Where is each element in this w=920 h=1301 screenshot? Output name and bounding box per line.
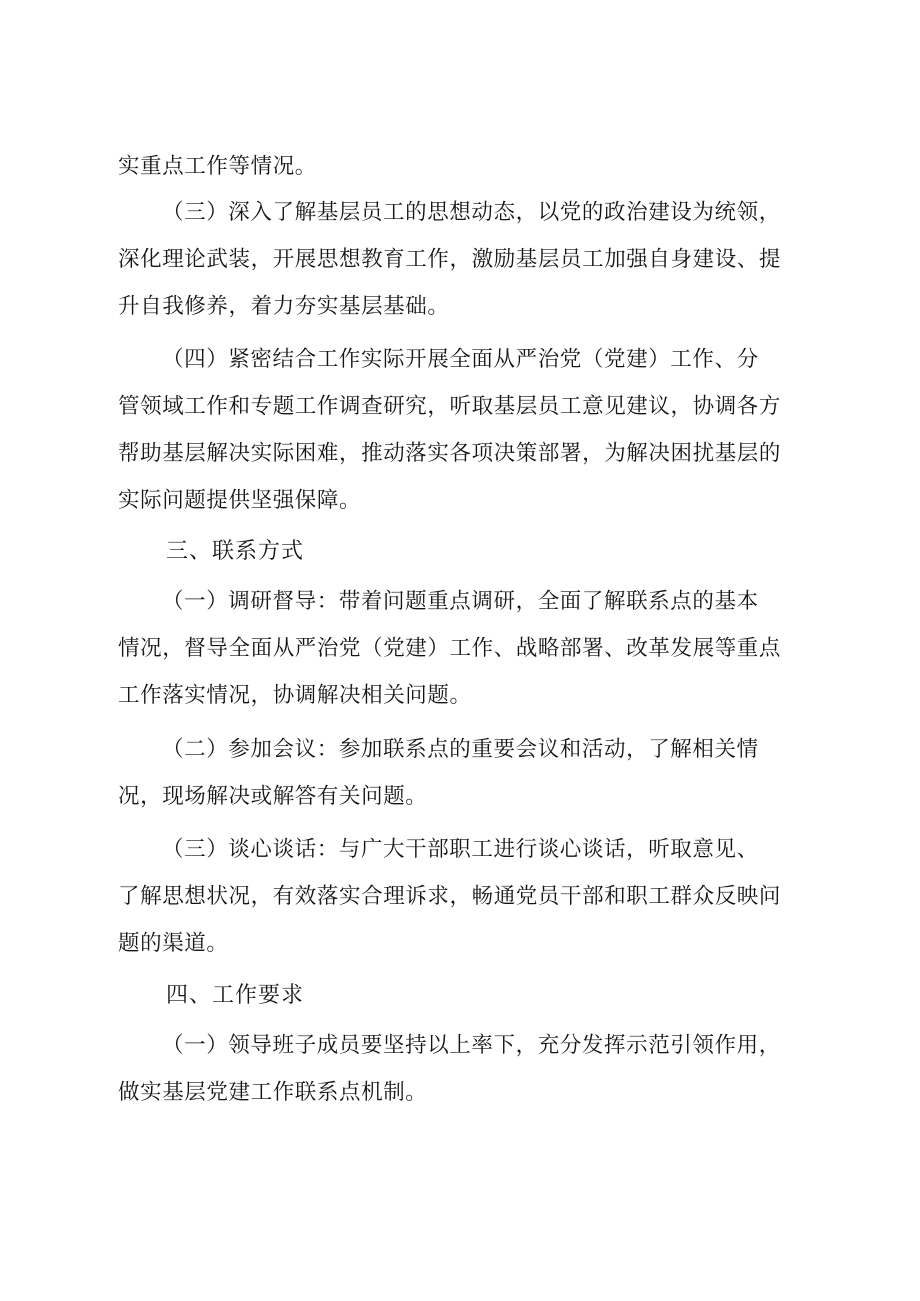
paragraph-line: （三）谈心谈话：与广大干部职工进行谈心谈话，听取意见、 (162, 837, 759, 862)
paragraph-line: 管领域工作和专题工作调查研究，听取基层员工意见建议，协调各方 (118, 394, 782, 419)
paragraph-line: （一）调研督导：带着问题重点调研，全面了解联系点的基本 (162, 589, 759, 614)
section-heading: 三、联系方式 (166, 539, 305, 564)
paragraph-line: 做实基层党建工作联系点机制。 (118, 1080, 428, 1105)
paragraph-line: 深化理论武装，开展思想教育工作，激励基层员工加强自身建设、提 (118, 247, 782, 272)
paragraph-line: 帮助基层解决实际困难，推动落实各项决策部署，为解决困扰基层的 (118, 441, 782, 466)
paragraph-line: 情况，督导全面从严治党（党建）工作、战略部署、改革发展等重点 (118, 636, 782, 661)
paragraph-line: 实际问题提供坚强保障。 (118, 488, 362, 513)
paragraph-line: 实重点工作等情况。 (118, 154, 317, 179)
paragraph-line: 题的渠道。 (118, 931, 229, 956)
paragraph-line: 况，现场解决或解答有关问题。 (118, 784, 428, 809)
paragraph-line: 升自我修养，着力夯实基层基础。 (118, 294, 450, 319)
paragraph-line: （二）参加会议：参加联系点的重要会议和活动，了解相关情 (162, 737, 759, 762)
paragraph-line: （四）紧密结合工作实际开展全面从严治党（党建）工作、分 (162, 347, 759, 372)
paragraph-line: （三）深入了解基层员工的思想动态，以党的政治建设为统领， (162, 200, 781, 225)
paragraph-line: （一）领导班子成员要坚持以上率下，充分发挥示范引领作用， (162, 1033, 781, 1058)
paragraph-line: 了解思想状况，有效落实合理诉求，畅通党员干部和职工群众反映问 (118, 884, 782, 909)
paragraph-line: 工作落实情况，协调解决相关问题。 (118, 683, 472, 708)
section-heading: 四、工作要求 (166, 983, 305, 1008)
